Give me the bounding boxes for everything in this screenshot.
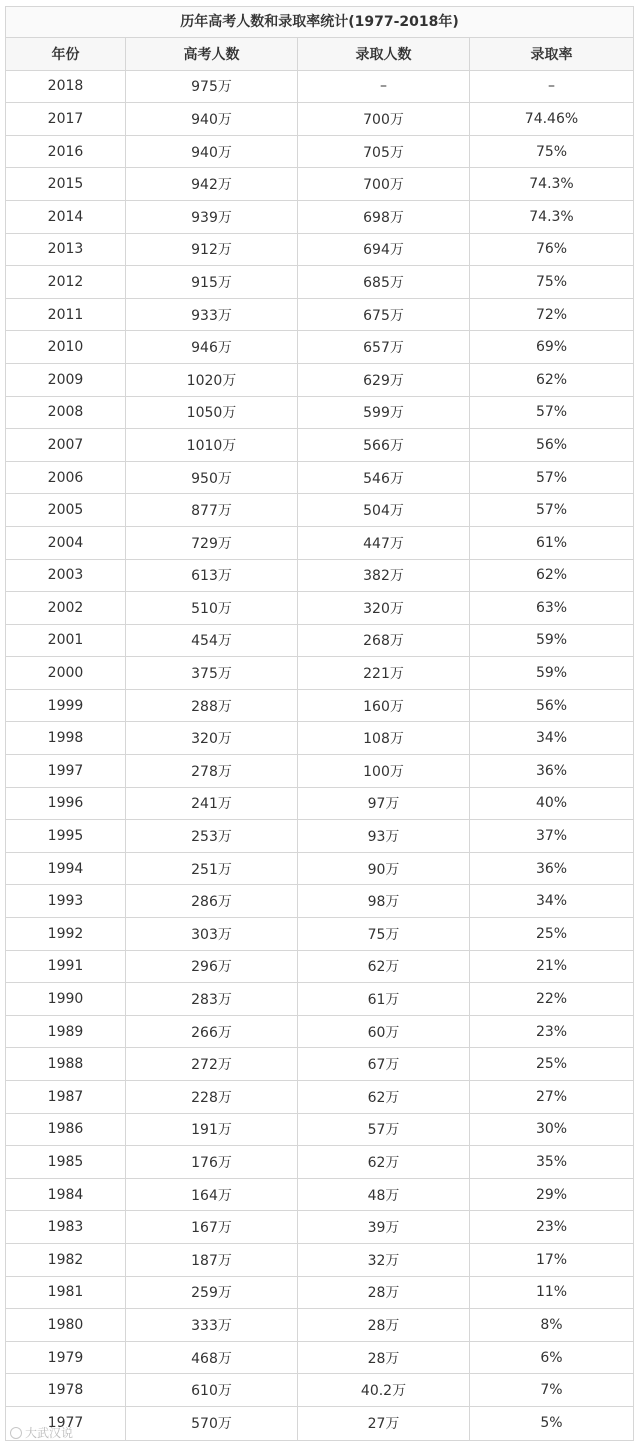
cell-year: 2004 (6, 527, 126, 559)
table-row (6, 592, 633, 625)
cell-examinees: 946万 (126, 331, 298, 363)
cell-year: 1984 (6, 1179, 126, 1211)
cell-year: 2016 (6, 136, 126, 168)
cell-admission-rate: – (548, 78, 555, 95)
table-row (6, 462, 633, 495)
cell-examinees: 570万 (126, 1407, 298, 1440)
cell-examinees: 1020万 (126, 364, 298, 396)
cell-examinees: 283万 (126, 983, 298, 1015)
cell-admitted: 75万 (298, 918, 470, 950)
table-row (6, 299, 633, 332)
cell-admission-rate: 63% (535, 599, 568, 616)
cell-examinees: 228万 (126, 1081, 298, 1113)
cell-year: 1996 (6, 788, 126, 820)
cell-examinees: 610万 (126, 1374, 298, 1406)
cell-admitted: 62万 (298, 1146, 470, 1178)
cell-examinees: 241万 (126, 788, 298, 820)
cell-admission-rate: 36% (535, 860, 568, 877)
cell-admission-rate: 5% (540, 1415, 563, 1432)
cell-admitted: 160万 (298, 690, 470, 722)
cell-examinees: 912万 (126, 234, 298, 266)
cell-year: 1991 (6, 951, 126, 983)
cell-admitted: 382万 (298, 560, 470, 592)
table-row (6, 1309, 633, 1342)
cell-year: 1978 (6, 1374, 126, 1406)
table-row (6, 853, 633, 886)
cell-examinees: 286万 (126, 885, 298, 917)
cell-year: 2011 (6, 299, 126, 331)
cell-examinees: 950万 (126, 462, 298, 494)
cell-admitted: 108万 (298, 722, 470, 754)
table-header-row (6, 38, 633, 71)
cell-admitted: 657万 (298, 331, 470, 363)
cell-examinees: 975万 (126, 71, 298, 103)
watermark-text: 大武汉说 (25, 1426, 74, 1440)
cell-examinees: 272万 (126, 1048, 298, 1080)
cell-admitted: 39万 (298, 1211, 470, 1243)
table-row (6, 168, 633, 201)
cell-admitted: 40.2万 (298, 1374, 470, 1406)
cell-admission-rate: 8% (540, 1316, 563, 1333)
cell-admitted: 566万 (298, 429, 470, 461)
cell-admitted: 685万 (298, 266, 470, 298)
cell-examinees: 729万 (126, 527, 298, 559)
table-row (6, 494, 633, 527)
cell-examinees: 333万 (126, 1309, 298, 1341)
cell-examinees: 510万 (126, 592, 298, 624)
cell-examinees: 288万 (126, 690, 298, 722)
column-header-admitted: 录取人数 (298, 38, 470, 70)
cell-admission-rate: 72% (535, 306, 568, 323)
cell-year: 2010 (6, 331, 126, 363)
column-header-admission-rate: 录取率 (530, 46, 573, 63)
cell-admission-rate: 57% (535, 469, 568, 486)
cell-year: 2002 (6, 592, 126, 624)
cell-examinees: 468万 (126, 1342, 298, 1374)
cell-admitted: 705万 (298, 136, 470, 168)
cell-examinees: 940万 (126, 136, 298, 168)
cell-admitted: 62万 (298, 951, 470, 983)
cell-examinees: 191万 (126, 1114, 298, 1146)
cell-admitted: 700万 (298, 103, 470, 135)
cell-admitted: 57万 (298, 1114, 470, 1146)
cell-examinees: 259万 (126, 1277, 298, 1309)
cell-examinees: 877万 (126, 494, 298, 526)
cell-examinees: 940万 (126, 103, 298, 135)
cell-admission-rate: 27% (535, 1088, 568, 1105)
cell-examinees: 296万 (126, 951, 298, 983)
cell-admission-rate: 74.46% (524, 110, 579, 127)
table-row (6, 951, 633, 984)
cell-admission-rate: 76% (535, 241, 568, 258)
cell-year: 2013 (6, 234, 126, 266)
cell-examinees: 251万 (126, 853, 298, 885)
cell-admission-rate: 62% (535, 567, 568, 584)
cell-admitted: 62万 (298, 1081, 470, 1113)
table-row (6, 983, 633, 1016)
table-row (6, 560, 633, 593)
cell-admission-rate: 62% (535, 371, 568, 388)
cell-admitted: 93万 (298, 820, 470, 852)
cell-admitted: 698万 (298, 201, 470, 233)
table-row (6, 1179, 633, 1212)
cell-year: 2001 (6, 625, 126, 657)
cell-admitted: 28万 (298, 1342, 470, 1374)
table-row (6, 71, 633, 104)
cell-admitted: 599万 (298, 397, 470, 429)
column-header-examinees: 高考人数 (126, 38, 298, 70)
cell-year: 2005 (6, 494, 126, 526)
cell-admission-rate: 69% (535, 339, 568, 356)
cell-year: 1997 (6, 755, 126, 787)
cell-admitted: 629万 (298, 364, 470, 396)
cell-admission-rate: 25% (535, 1056, 568, 1073)
cell-admitted: 28万 (298, 1309, 470, 1341)
cell-admission-rate: 74.3% (529, 176, 574, 193)
table-row (6, 1048, 633, 1081)
cell-admission-rate: 75% (535, 273, 568, 290)
cell-admission-rate: 56% (535, 436, 568, 453)
cell-admitted: 546万 (298, 462, 470, 494)
table-row (6, 820, 633, 853)
cell-admitted: 90万 (298, 853, 470, 885)
cell-admitted: 268万 (298, 625, 470, 657)
cell-year: 1989 (6, 1016, 126, 1048)
table-row (6, 331, 633, 364)
cell-examinees: 933万 (126, 299, 298, 331)
cell-admission-rate: 59% (535, 665, 568, 682)
cell-examinees: 915万 (126, 266, 298, 298)
cell-admission-rate: 23% (535, 1023, 568, 1040)
cell-examinees: 176万 (126, 1146, 298, 1178)
cell-year: 1977 (6, 1407, 126, 1440)
table-row (6, 429, 633, 462)
admission-table (5, 6, 634, 1441)
cell-year: 1994 (6, 853, 126, 885)
cell-year: 1982 (6, 1244, 126, 1276)
cell-admitted: 28万 (298, 1277, 470, 1309)
cell-year: 2012 (6, 266, 126, 298)
table-row (6, 234, 633, 267)
cell-year: 1983 (6, 1211, 126, 1243)
cell-admitted: – (298, 71, 470, 103)
cell-examinees: 320万 (126, 722, 298, 754)
table-row (6, 918, 633, 951)
cell-year: 2008 (6, 397, 126, 429)
cell-admitted: 67万 (298, 1048, 470, 1080)
table-row (6, 1146, 633, 1179)
table-row (6, 1342, 633, 1375)
cell-admitted: 221万 (298, 657, 470, 689)
cell-admission-rate: 61% (535, 534, 568, 551)
cell-examinees: 939万 (126, 201, 298, 233)
table-row (6, 527, 633, 560)
cell-admission-rate: 40% (535, 795, 568, 812)
cell-admission-rate: 74.3% (529, 208, 574, 225)
cell-year: 2000 (6, 657, 126, 689)
cell-year: 2015 (6, 168, 126, 200)
cell-admission-rate: 34% (535, 730, 568, 747)
cell-admission-rate: 23% (535, 1219, 568, 1236)
table-row (6, 1374, 633, 1407)
cell-admission-rate: 57% (535, 502, 568, 519)
table-row (6, 755, 633, 788)
cell-year: 1981 (6, 1277, 126, 1309)
table-row (6, 136, 633, 169)
table-row (6, 103, 633, 136)
table-row (6, 201, 633, 234)
cell-admission-rate: 29% (535, 1186, 568, 1203)
table-row (6, 266, 633, 299)
cell-year: 1999 (6, 690, 126, 722)
cell-year: 2007 (6, 429, 126, 461)
cell-examinees: 164万 (126, 1179, 298, 1211)
table-row (6, 1407, 633, 1440)
cell-admission-rate: 35% (535, 1153, 568, 1170)
cell-admission-rate: 37% (535, 828, 568, 845)
column-header-year: 年份 (6, 38, 126, 70)
cell-admitted: 320万 (298, 592, 470, 624)
cell-year: 1987 (6, 1081, 126, 1113)
watermark-logo-icon (10, 1427, 22, 1439)
cell-admission-rate: 11% (535, 1284, 568, 1301)
cell-admitted: 504万 (298, 494, 470, 526)
cell-admitted: 100万 (298, 755, 470, 787)
cell-admission-rate: 75% (535, 143, 568, 160)
cell-examinees: 613万 (126, 560, 298, 592)
cell-admitted: 48万 (298, 1179, 470, 1211)
cell-year: 2014 (6, 201, 126, 233)
cell-admission-rate: 17% (535, 1251, 568, 1268)
cell-year: 1988 (6, 1048, 126, 1080)
cell-admission-rate: 56% (535, 697, 568, 714)
table-row (6, 657, 633, 690)
cell-admitted: 98万 (298, 885, 470, 917)
cell-examinees: 1050万 (126, 397, 298, 429)
cell-year: 1985 (6, 1146, 126, 1178)
cell-examinees: 375万 (126, 657, 298, 689)
cell-year: 1986 (6, 1114, 126, 1146)
cell-year: 1995 (6, 820, 126, 852)
cell-examinees: 167万 (126, 1211, 298, 1243)
cell-year: 2003 (6, 560, 126, 592)
cell-admission-rate: 25% (535, 925, 568, 942)
cell-examinees: 253万 (126, 820, 298, 852)
table-row (6, 788, 633, 821)
table-row (6, 1211, 633, 1244)
cell-year: 2009 (6, 364, 126, 396)
cell-year: 1992 (6, 918, 126, 950)
table-row (6, 364, 633, 397)
table-body (6, 38, 633, 1440)
cell-admission-rate: 36% (535, 762, 568, 779)
table-row (6, 1277, 633, 1310)
cell-admission-rate: 30% (535, 1121, 568, 1138)
cell-examinees: 187万 (126, 1244, 298, 1276)
cell-admitted: 60万 (298, 1016, 470, 1048)
cell-year: 1993 (6, 885, 126, 917)
watermark (10, 1424, 73, 1441)
table-row (6, 1081, 633, 1114)
cell-admission-rate: 34% (535, 893, 568, 910)
table-row (6, 1244, 633, 1277)
cell-admission-rate: 59% (535, 632, 568, 649)
cell-admitted: 61万 (298, 983, 470, 1015)
cell-year: 2006 (6, 462, 126, 494)
cell-year: 2018 (6, 71, 126, 103)
cell-examinees: 942万 (126, 168, 298, 200)
table-row (6, 1114, 633, 1147)
cell-admitted: 97万 (298, 788, 470, 820)
cell-admitted: 447万 (298, 527, 470, 559)
cell-admission-rate: 22% (535, 991, 568, 1008)
cell-year: 1990 (6, 983, 126, 1015)
table-row (6, 722, 633, 755)
cell-admitted: 675万 (298, 299, 470, 331)
table-row (6, 690, 633, 723)
cell-admission-rate: 57% (535, 404, 568, 421)
cell-year: 2017 (6, 103, 126, 135)
cell-year: 1998 (6, 722, 126, 754)
cell-admitted: 32万 (298, 1244, 470, 1276)
cell-admission-rate: 6% (540, 1349, 563, 1366)
cell-examinees: 278万 (126, 755, 298, 787)
cell-examinees: 303万 (126, 918, 298, 950)
cell-admitted: 27万 (298, 1407, 470, 1440)
table-row (6, 1016, 633, 1049)
cell-examinees: 1010万 (126, 429, 298, 461)
table-row (6, 397, 633, 430)
cell-year: 1980 (6, 1309, 126, 1341)
cell-year: 1979 (6, 1342, 126, 1374)
cell-admission-rate: 7% (540, 1382, 563, 1399)
cell-examinees: 454万 (126, 625, 298, 657)
cell-admitted: 694万 (298, 234, 470, 266)
cell-admitted: 700万 (298, 168, 470, 200)
cell-admission-rate: 21% (535, 958, 568, 975)
cell-examinees: 266万 (126, 1016, 298, 1048)
table-title: 历年高考人数和录取率统计(1977-2018年) (6, 7, 633, 38)
table-row (6, 885, 633, 918)
table-row (6, 625, 633, 658)
